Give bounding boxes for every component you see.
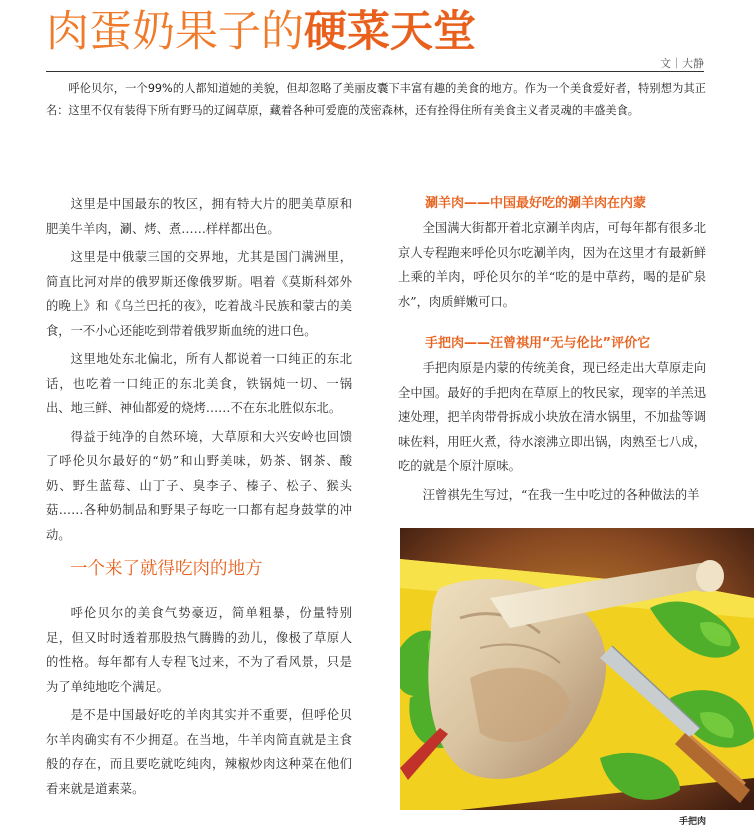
left-column	[46, 192, 352, 551]
title-thin-part: 肉蛋奶果子的	[46, 7, 304, 57]
photo-caption: 手把肉	[678, 817, 706, 827]
title-divider	[46, 71, 704, 72]
subheading-shouba-rou: 手把肉——汪曾祺用“无与伦比”评价它	[425, 336, 651, 351]
body-paragraph: 是不是中国最好吃的羊肉其实并不重要，但呼伦贝尔羊肉确实有不少拥趸。在当地，牛羊肉简直就是主食般的存在，而且要吃就吃纯肉，辣椒炒肉这种菜在他们看来就是道素菜。	[46, 708, 352, 796]
food-photo	[400, 528, 754, 810]
body-paragraph: 这里是中俄蒙三国的交界地，尤其是国门满洲里，简直比河对岸的俄罗斯还像俄罗斯。唱着《莫斯科郊外的晚上》和《乌兰巴托的夜》，吃着战斗民族和蒙古的美食，一不小心还能吃到带着俄罗斯血统的进口色。	[46, 250, 352, 338]
body-paragraph: 这里是中国最东的牧区，拥有特大片的肥美草原和肥美牛羊肉，涮、烤、煮……样样都出色。	[46, 197, 352, 236]
body-paragraph: 汪曾祺先生写过，“在我一生中吃过的各种做法的羊	[422, 487, 700, 502]
section-heading: 一个来了就得吃肉的地方	[70, 559, 263, 579]
article-title	[46, 4, 476, 60]
body-paragraph: 手把肉原是内蒙的传统美食，现已经走出大草原走向全中国。最好的手把肉在草原上的牧民家，现宰的羊羔迅速处理，把羊肉带骨拆成小块放在清水锅里，不加盐等调味佐料，用旺火煮，待水滚沸立即出锅，肉熟至七八成，吃的就是个原汁原味。	[398, 361, 706, 473]
title-bold-part: 硬菜天堂	[304, 7, 476, 57]
right-column	[398, 192, 706, 511]
body-paragraph: 得益于纯净的自然环境，大草原和大兴安岭也回馈了呼伦贝尔最好的“奶”和山野美味，奶茶、钢茶、酸奶、野生蓝莓、山丁子、臭李子、榛子、松子、猴头菇……各种奶制品和野果子每吃一口都有起身鼓掌的冲动。	[46, 429, 352, 542]
body-paragraph: 呼伦贝尔的美食气势豪迈，简单粗暴，份量特别足，但又时时透着那股热气腾腾的劲儿，像极了草原人的性格。每年都有人专程飞过来，不为了看风景，只是为了单纯地吃个满足。	[46, 606, 352, 694]
author-byline: 文｜大静	[660, 57, 704, 70]
body-paragraph: 这里地处东北偏北，所有人都说着一口纯正的东北话，也吃着一口纯正的东北美食，铁锅炖一切、一锅出、地三鲜、神仙都爱的烧烤……不在东北胜似东北。	[46, 352, 352, 415]
subheading-shuan-yangrou: 涮羊肉——中国最好吃的涮羊肉在内蒙	[425, 196, 647, 211]
left-column-lower	[46, 601, 352, 805]
food-photo-illustration	[400, 528, 754, 810]
body-paragraph: 全国满大街都开着北京涮羊肉店，可每年都有很多北京人专程跑来呼伦贝尔吃涮羊肉，因为在这里才有最新鲜上乘的羊肉，呼伦贝尔的羊“吃的是中草药，喝的是矿泉水”，肉质鲜嫩可口。	[398, 221, 706, 309]
lede-paragraph: 呼伦贝尔，一个99%的人都知道她的美貌，但却忽略了美丽皮囊下丰富有趣的美食的地方。作为一个美食爱好者，特别想为其正名：这里不仅有装得下所有野马的辽阔草原，藏着各种可爱鹿的茂密森林，还有拴得住所有美食主义者灵魂的丰盛美食。	[46, 82, 706, 117]
